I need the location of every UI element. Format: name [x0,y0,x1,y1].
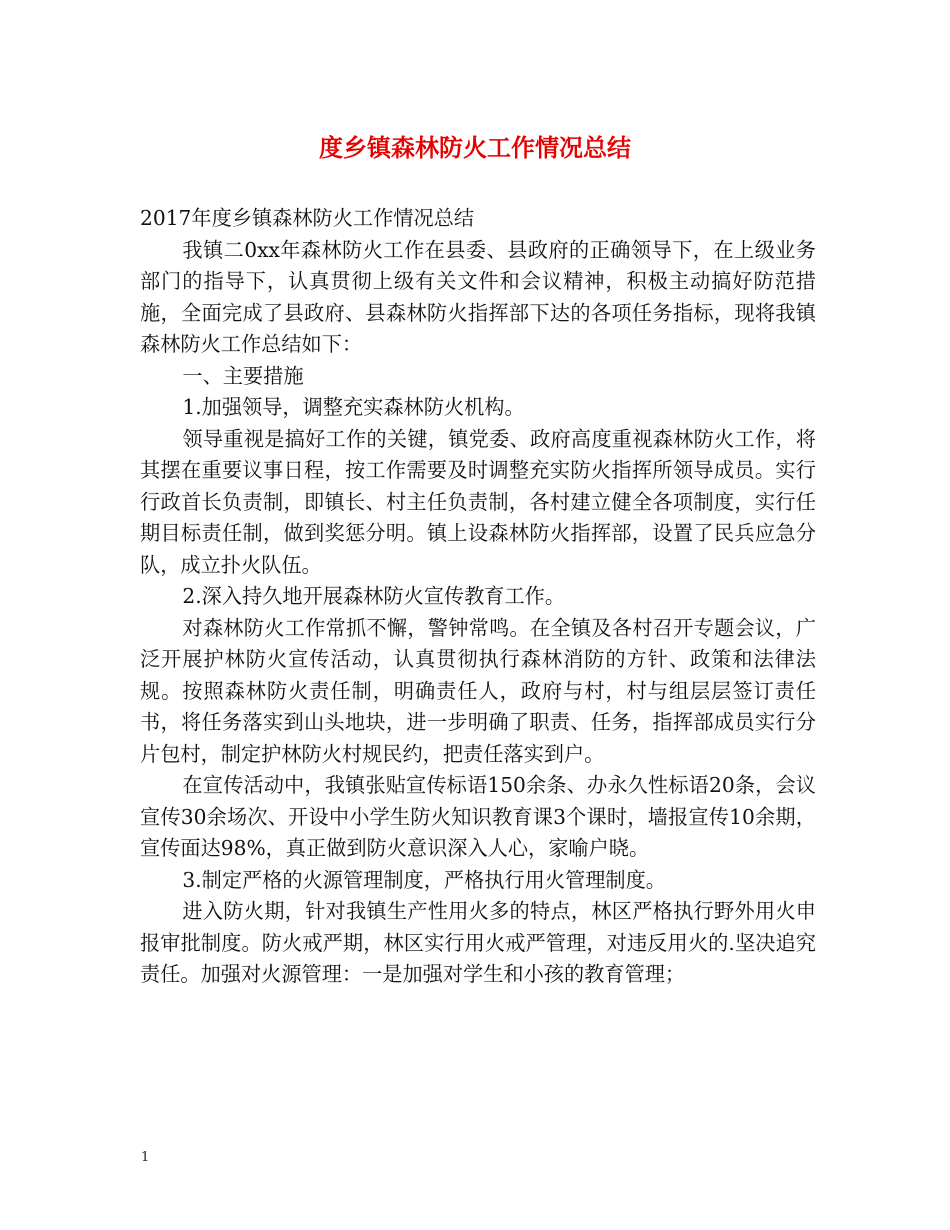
item-heading-2: 2.深入持久地开展森林防火宣传教育工作。 [182,584,566,608]
page-number: 1 [141,1150,150,1165]
paragraph-intro: 我镇二0xx年森林防火工作在县委、县政府的正确领导下，在上级业务部门的指导下，认真贯彻上级有关文件和会议精神，积极主动搞好防范措施，全面完成了县政府、县森林防火指挥部下达的各项任务指标，现将我镇森林防火工作总结如下： [140,237,816,356]
paragraph-publicity: 对森林防火工作常抓不懈，警钟常鸣。在全镇及各村召开专题会议，广泛开展护林防火宣传活动，认真贯彻执行森林消防的方针、政策和法律法规。按照森林防火责任制，明确责任人，政府与村，村与组层层签订责任书，将任务落实到山头地块，进一步明确了职责、任务，指挥部成员实行分片包村，制定护林防火村规民约，把责任落实到户。 [140,615,816,766]
paragraph-fire-source: 进入防火期，针对我镇生产性用火多的特点，林区严格执行野外用火申报审批制度。防火戒严期，林区实行用火戒严管理，对违反用火的.坚决追究责任。加强对火源管理：一是加强对学生和小孩的教育管理； [140,899,816,986]
document-body [140,203,816,991]
item-heading-1: 1.加强领导，调整充实森林防火机构。 [182,395,525,419]
paragraph-publicity-stats: 在宣传活动中，我镇张贴宣传标语150余条、办永久性标语20条，会议宣传30余场次、开设中小学生防火知识教育课3个课时，墙报宣传10余期，宣传面达98%，真正做到防火意识深入人心，家喻户晓。 [140,773,816,860]
document-title: 度乡镇森林防火工作情况总结 [319,134,631,162]
item-heading-3: 3.制定严格的火源管理制度，严格执行用火管理制度。 [182,867,666,892]
section-heading-main-measures: 一、主要措施 [182,363,304,388]
paragraph-leadership: 领导重视是搞好工作的关键，镇党委、政府高度重视森林防火工作，将其摆在重要议事日程，按工作需要及时调整充实防火指挥所领导成员。实行行政首长负责制，即镇长、村主任负责制，各村建立健全各项制度，实行任期目标责任制，做到奖惩分明。镇上设森林防火指挥部，设置了民兵应急分队，成立扑火队伍。 [140,426,816,577]
paragraph-subtitle: 2017年度乡镇森林防火工作情况总结 [140,206,475,230]
